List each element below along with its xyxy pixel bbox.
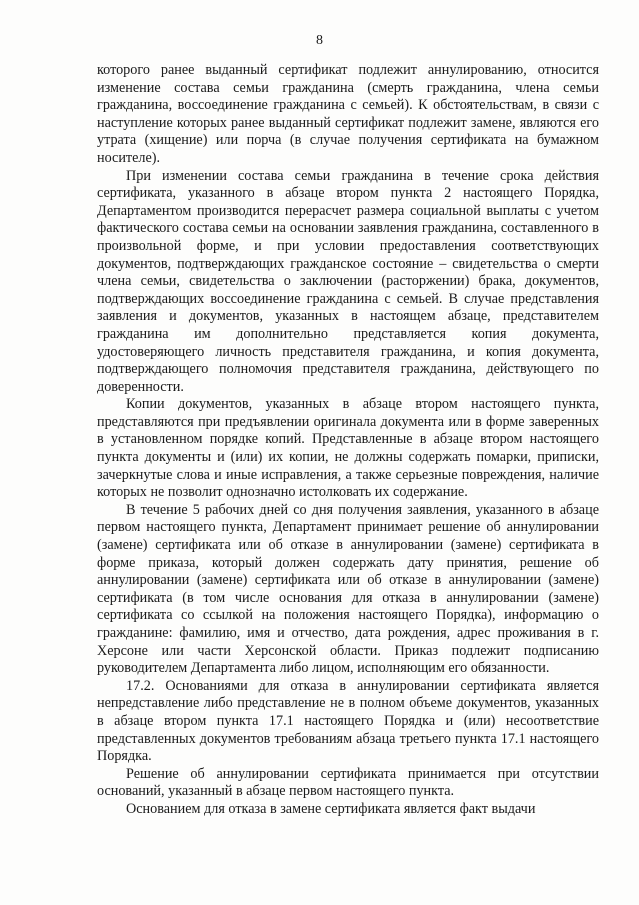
- paragraph-annulment-decision: Решение об аннулировании сертификата принимается при отсутствии оснований, указанный в абзаце первом настоящего пункта.: [97, 765, 599, 800]
- paragraph-replacement-refusal: Основанием для отказа в замене сертификата является факт выдачи: [126, 800, 536, 817]
- page-number: 8: [316, 33, 323, 48]
- paragraph-17-2-refusal-grounds: 17.2. Основаниями для отказа в аннулировании сертификата является непредставление либо представление не в полном объеме документов, указанных в абзаце втором пункта 17.1 настоящего Порядка и (или) несоответствие представленных документов требованиям абзаца третьего пункта 17.1 настоящего Порядка.: [97, 677, 599, 765]
- paragraph-family-change: При изменении состава семьи гражданина в течение срока действия сертификата, указанного в абзаце втором пункта 2 настоящего Порядка, Департаментом производится перерасчет размера социальной выплаты с учетом фактического состава семьи на основании заявления гражданина, составленного в произвольной форме, и при условии предоставления соответствующих документов, подтверждающих гражданское состояние – свидетельства о смерти члена семьи, свидетельства о заключении (расторжении) брака, документов, подтверждающих воссоединение гражданина с семьей. В случае представления заявления и документов, указанных в настоящем абзаце, представителем гражданина им дополнительно представляется копия документа, удостоверяющего личность представителя гражданина, и копия документа, подтверждающего полномочия представителя гражданина, действующего по доверенности.: [97, 167, 599, 395]
- paragraph-document-copies: Копии документов, указанных в абзаце втором настоящего пункта, представляются при предъявлении оригинала документа или в форме заверенных в установленном порядке копий. Представленные в абзаце втором настоящего пункта документы и (или) их копии, не должны содержать помарки, приписки, зачеркнутые слова и иные исправления, а также серьезные повреждения, наличие которых не позволит однозначно истолковать их содержание.: [97, 396, 599, 501]
- paragraph-decision-timing: В течение 5 рабочих дней со дня получения заявления, указанного в абзаце первом настоящего пункта, Департамент принимает решение об аннулировании (замене) сертификата или об отказе в аннулировании (замене) сертификата в форме приказа, который должен содержать дату принятия, решение об аннулировании (замене) сертификата или об отказе в аннулировании (замене) сертификата (в том числе основания для отказа в аннулировании (замене) сертификата со ссылкой на положения настоящего Порядка), информацию о гражданине: фамилию, имя и отчество, дата рождения, адрес проживания в г. Херсоне или части Херсонской области. Приказ подлежит подписанию руководителем Департамента либо лицом, исполняющим его обязанности.: [97, 501, 599, 677]
- paragraph-continuation: которого ранее выданный сертификат подлежит аннулированию, относится изменение состава семьи гражданина (смерть гражданина, члена семьи гражданина, воссоединение гражданина с семьей). К обстоятельствам, в связи с наступление которых ранее выданный сертификат подлежит замене, являются его утрата (хищение) или порча (в случае получения сертификата на бумажном носителе).: [97, 62, 599, 166]
- document-body: [97, 62, 599, 819]
